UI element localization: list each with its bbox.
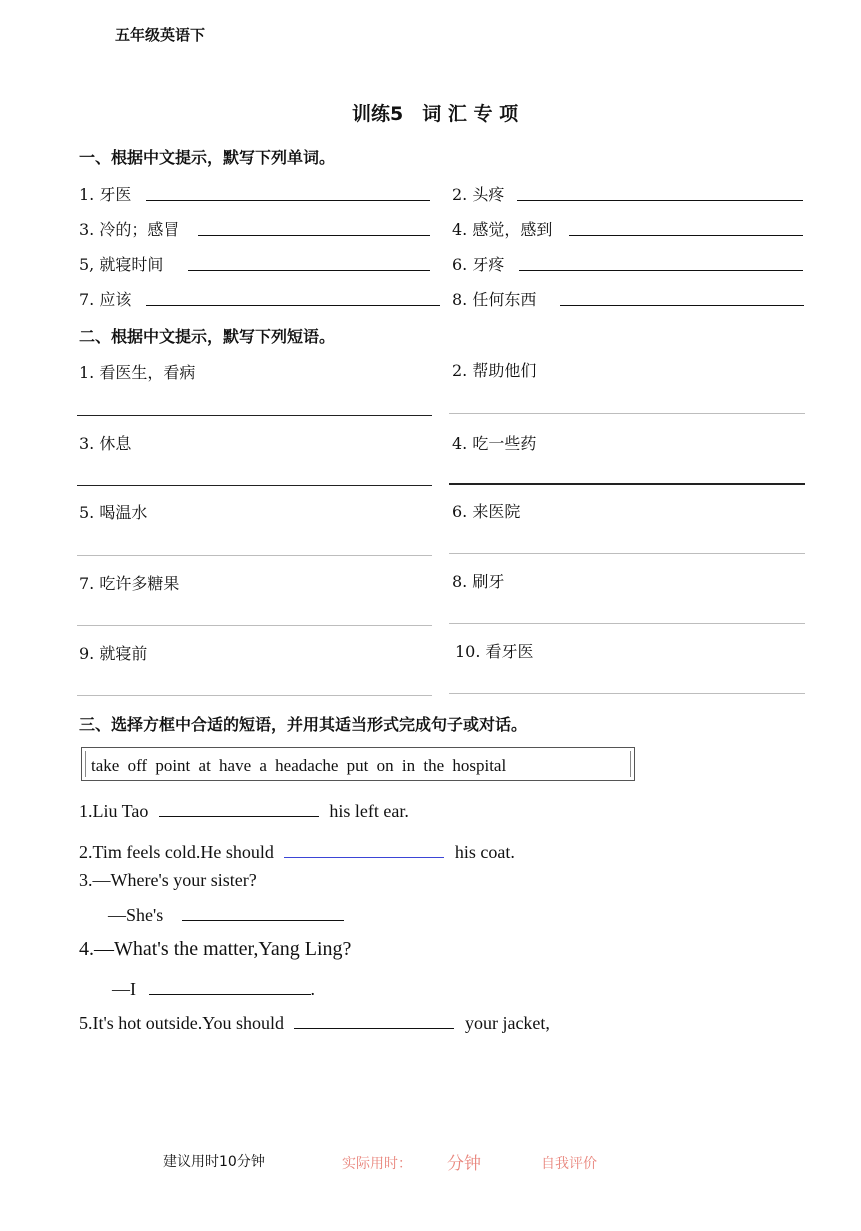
phrase-line-2[interactable] (449, 413, 805, 414)
phrase-item-8: 8. 刷牙 (452, 572, 505, 591)
self-evaluation-label: 自我评价 (541, 1156, 597, 1172)
phrase-line-1[interactable] (77, 415, 432, 416)
grade-header: 五年级英语下 (115, 26, 206, 44)
q5-suffix: your jacket, (464, 1013, 550, 1033)
q2-suffix: his coat. (454, 842, 515, 862)
q5-prefix: 5.It's hot outside.You should (79, 1013, 284, 1033)
phrase-item-5: 5. 喝温水 (79, 503, 148, 522)
question-4b (112, 979, 315, 1000)
word-item-1: 1. 牙医 (79, 185, 132, 204)
phrase-item-6: 6. 来医院 (452, 502, 521, 521)
q5-blank[interactable] (294, 1027, 454, 1029)
answer-line-1[interactable] (146, 200, 430, 201)
minutes-label: 分钟 (447, 1154, 481, 1174)
question-2 (79, 842, 515, 863)
phrase-line-10[interactable] (449, 693, 805, 694)
word-box-text: take off point at have a headache put on in the hospital (91, 756, 507, 775)
question-4a: 4.—What's the matter,Yang Ling? (79, 938, 352, 960)
word-item-4: 4. 感觉，感到 (452, 220, 553, 239)
q3-blank[interactable] (182, 919, 344, 921)
question-3a: 3.—Where's your sister? (79, 870, 257, 890)
answer-line-5[interactable] (188, 270, 430, 271)
answer-line-7[interactable] (146, 305, 440, 306)
phrase-line-8[interactable] (449, 623, 805, 624)
word-item-5: 5, 就寝时间 (79, 255, 164, 274)
phrase-item-7: 7. 吃许多糖果 (79, 574, 180, 593)
phrase-item-10: 10. 看牙医 (455, 642, 534, 661)
answer-line-2[interactable] (517, 200, 803, 201)
phrase-item-3: 3. 休息 (79, 434, 132, 453)
question-5 (79, 1013, 550, 1034)
phrase-line-5[interactable] (77, 555, 432, 556)
q4-blank[interactable] (149, 993, 311, 995)
question-3b (108, 905, 344, 926)
q4-end: . (310, 979, 315, 999)
actual-time-label: 实际用时： (342, 1156, 412, 1172)
answer-line-8[interactable] (560, 305, 804, 306)
phrase-item-9: 9. 就寝前 (79, 644, 148, 663)
question-1 (79, 801, 409, 822)
q2-prefix: 2.Tim feels cold.He should (79, 842, 274, 862)
q2-blank[interactable] (284, 856, 444, 858)
section3-heading: 三、选择方框中合适的短语，并用其适当形式完成句子或对话。 (79, 715, 528, 734)
answer-line-6[interactable] (519, 270, 803, 271)
phrase-word-box (81, 747, 635, 781)
q4-prefix: —I (112, 979, 136, 999)
q1-blank[interactable] (159, 815, 319, 817)
section2-heading: 二、根据中文提示，默写下列短语。 (79, 327, 336, 346)
word-item-3: 3. 冷的；感冒 (79, 220, 180, 239)
word-item-8: 8. 任何东西 (452, 290, 537, 309)
page-title: 训练5 词 汇 专 项 (352, 103, 519, 125)
q1-prefix: 1.Liu Tao (79, 801, 149, 821)
phrase-item-4: 4. 吃一些药 (452, 434, 537, 453)
q3-prefix: —She's (108, 905, 164, 925)
phrase-line-3[interactable] (77, 485, 432, 486)
answer-line-4[interactable] (569, 235, 803, 236)
phrase-line-6[interactable] (449, 553, 805, 554)
phrase-line-4[interactable] (449, 483, 805, 485)
answer-line-3[interactable] (198, 235, 430, 236)
suggested-time: 建议用时10分钟 (163, 1154, 265, 1170)
phrase-item-1: 1. 看医生，看病 (79, 363, 196, 382)
section1-heading: 一、根据中文提示，默写下列单词。 (79, 148, 336, 167)
word-item-6: 6. 牙疼 (452, 255, 505, 274)
phrase-item-2: 2. 帮助他们 (452, 361, 537, 380)
word-item-2: 2. 头疼 (452, 185, 505, 204)
q1-suffix: his left ear. (329, 801, 409, 821)
word-item-7: 7. 应该 (79, 290, 132, 309)
phrase-line-9[interactable] (77, 695, 432, 696)
phrase-line-7[interactable] (77, 625, 432, 626)
